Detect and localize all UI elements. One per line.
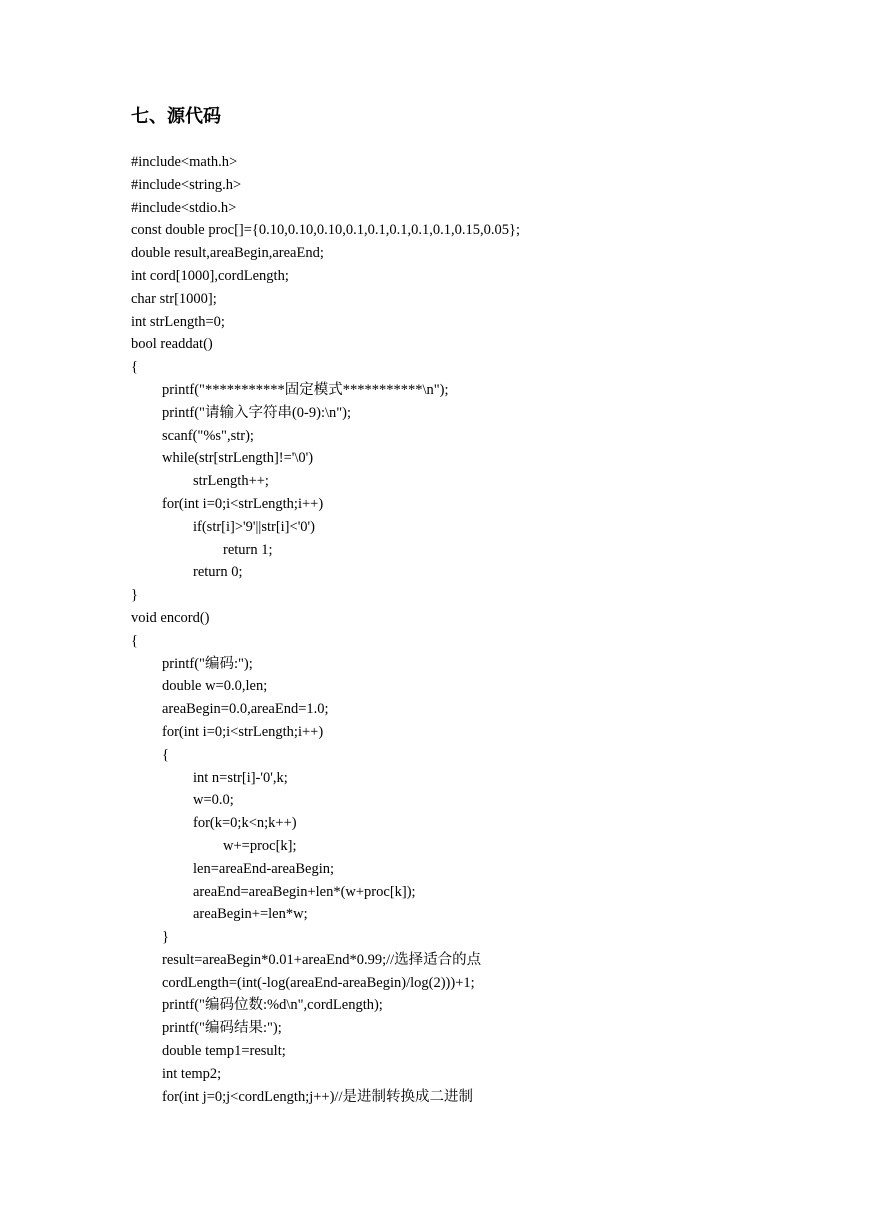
code-line: return 0; xyxy=(193,564,243,581)
code-line: scanf("%s",str); xyxy=(162,427,254,444)
code-line: for(k=0;k<n;k++) xyxy=(193,815,297,832)
code-line: printf("请输入字符串(0-9):\n"); xyxy=(162,404,352,421)
code-line: areaBegin=0.0,areaEnd=1.0; xyxy=(162,701,329,718)
code-line: int n=str[i]-'0',k; xyxy=(193,769,288,786)
code-line: if(str[i]>'9'||str[i]<'0') xyxy=(193,518,315,535)
code-line: #include<string.h> xyxy=(131,176,242,193)
code-line: { xyxy=(131,632,138,649)
code-line: int temp2; xyxy=(162,1065,222,1082)
code-line: double temp1=result; xyxy=(162,1043,286,1060)
code-line: w=0.0; xyxy=(193,792,234,809)
code-line: printf("编码结果:"); xyxy=(162,1020,282,1037)
code-line: for(int j=0;j<cordLength;j++)//是进制转换成二进制 xyxy=(162,1088,473,1105)
code-line: double result,areaBegin,areaEnd; xyxy=(131,245,324,262)
code-line: const double proc[]={0.10,0.10,0.10,0.1,0.1,0.1,0.1,0.1,0.15,0.05}; xyxy=(131,222,520,239)
code-line: len=areaEnd-areaBegin; xyxy=(193,860,335,877)
code-line: } xyxy=(131,587,138,604)
code-line: double w=0.0,len; xyxy=(162,678,268,695)
code-line: printf("编码:"); xyxy=(162,655,253,672)
code-line: printf("编码位数:%d\n",cordLength); xyxy=(162,997,383,1014)
code-line: { xyxy=(131,359,138,376)
code-line: int cord[1000],cordLength; xyxy=(131,267,289,284)
section-heading: 七、源代码 xyxy=(131,106,221,126)
code-line: areaBegin+=len*w; xyxy=(193,906,308,923)
source-code-block xyxy=(131,151,831,1108)
code-line: #include<math.h> xyxy=(131,154,238,170)
code-line: void encord() xyxy=(131,609,210,626)
code-line: bool readdat() xyxy=(131,336,213,353)
code-line: for(int i=0;i<strLength;i++) xyxy=(162,495,324,512)
code-line: strLength++; xyxy=(193,473,269,490)
code-line: areaEnd=areaBegin+len*(w+proc[k]); xyxy=(193,883,416,900)
code-line: for(int i=0;i<strLength;i++) xyxy=(162,723,324,740)
code-line: while(str[strLength]!='\0') xyxy=(162,450,314,467)
code-line: char str[1000]; xyxy=(131,290,217,307)
code-line: printf("***********固定模式***********\n"); xyxy=(162,381,449,398)
code-line: cordLength=(int(-log(areaEnd-areaBegin)/log(2)))+1; xyxy=(162,974,475,991)
code-line: int strLength=0; xyxy=(131,313,225,330)
code-line: #include<stdio.h> xyxy=(131,199,237,216)
code-line: w+=proc[k]; xyxy=(223,837,297,854)
code-line: { xyxy=(162,746,169,763)
code-line: result=areaBegin*0.01+areaEnd*0.99;//选择适合的点 xyxy=(162,951,482,968)
code-line: return 1; xyxy=(223,541,273,558)
code-line: } xyxy=(162,929,169,946)
